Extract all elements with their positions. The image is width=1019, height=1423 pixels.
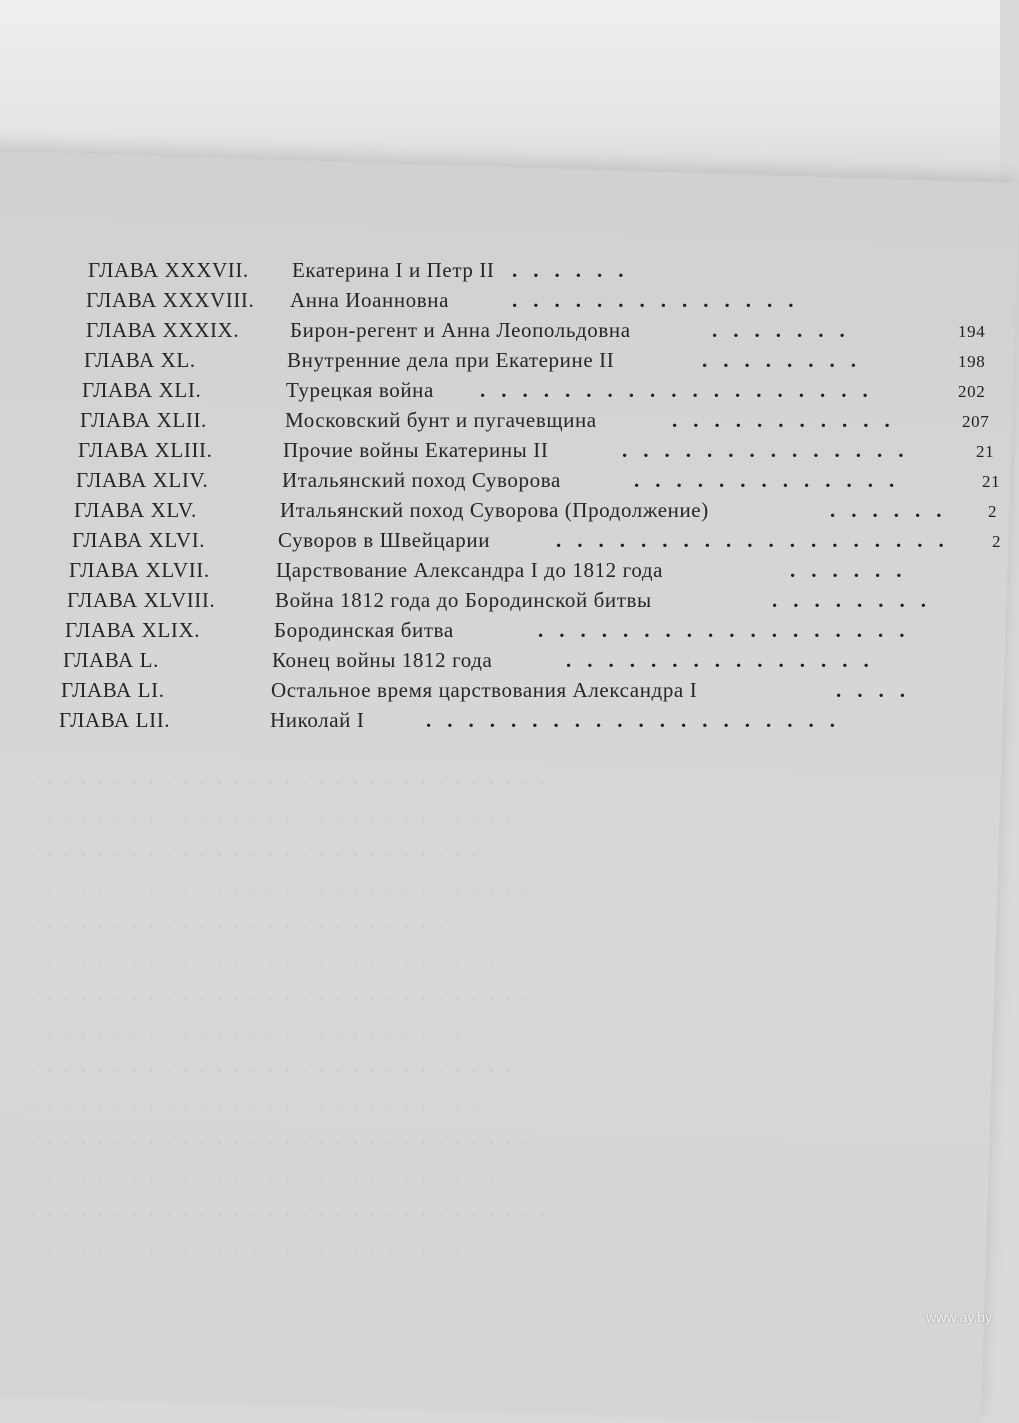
chapter-number: ГЛАВА XLIV. [76,468,209,492]
chapter-title: Итальянский поход Суворова [282,468,561,492]
leader-dots: .................. [538,618,921,642]
toc-entry [72,528,1000,558]
chapter-number: ГЛАВА XLIX. [65,618,201,642]
leader-dots: .................... [426,708,851,732]
chapter-number: ГЛАВА XXXVII. [88,258,249,282]
toc-entry [82,378,1000,408]
chapter-number: ГЛАВА LII. [59,708,171,732]
chapter-number: ГЛАВА XXXVIII. [86,288,255,312]
chapter-title: Прочие войны Екатерины II [283,438,549,462]
leader-dots: .... [836,678,921,702]
toc-entry [69,558,1000,588]
chapter-number: ГЛАВА XLI. [82,378,202,402]
leader-dots: ....... [712,318,861,342]
chapter-number: ГЛАВА XXXIX. [86,318,240,342]
chapter-title: Внутренние дела при Екатерине II [287,348,615,372]
leader-dots: ...... [830,498,958,522]
chapter-number: ГЛАВА XLVIII. [67,588,216,612]
toc-entry [78,438,1000,468]
chapter-number: ГЛАВА XLV. [74,498,197,522]
leader-dots: ............. [634,468,911,492]
toc-entry [74,498,1000,528]
toc-entry [86,318,1000,348]
toc-entry [80,408,1000,438]
chapter-title: Царствование Александра I до 1812 года [276,558,664,582]
toc-entry [65,618,1000,648]
page-number: 2 [988,502,998,521]
chapter-title: Итальянский поход Суворова (Продолжение) [280,498,709,522]
page-number: 207 [962,412,990,431]
chapter-title: Война 1812 года до Бородинской битвы [275,588,652,612]
chapter-number: ГЛАВА XLVI. [72,528,206,552]
page-number: 21 [976,442,995,461]
page-number: 194 [958,322,986,341]
page-number: 202 [958,382,986,401]
toc-entry [88,258,1000,288]
toc-entry [76,468,1000,498]
chapter-title: Конец войны 1812 года [272,648,493,672]
chapter-title: Екатерина I и Петр II [292,258,495,282]
leader-dots: ........ [772,588,942,612]
toc-entry [67,588,1000,618]
leader-dots: .............. [512,288,810,312]
toc-entry [86,288,1000,318]
chapter-title: Турецкая война [286,378,434,402]
chapter-title: Анна Иоанновна [290,288,450,312]
toc-entry [59,708,1000,738]
chapter-title: Московский бунт и пугачевщина [285,408,597,432]
leader-dots: ...... [512,258,640,282]
chapter-number: ГЛАВА XLII. [80,408,207,432]
chapter-title: Суворов в Швейцарии [278,528,491,552]
leader-dots: ................... [480,378,884,402]
chapter-title: Остальное время царствования Александра I [271,678,698,702]
show-through-text: . . . . . . . . . . . . . . . . . . . . . . . . . . . . . . . . . . . . . . . . . . . . . . . . . . . . . . . . . . . . . . . . . . . . . . . . . . . . . . . . . . . . . . . . . . . . . . . . . . . . . . . . . . . . . . . . . . . . . . . . . . . . . . . . . . . . . . . . . . . . . . . . . . . . . . . . . . . . . . . . . . . . . . . . . . . . . . . . . . . . . . . . . . . . . . . . . . . . . . . . . . . . . . . . . . . . . . . . . . . . . . . . . . . . . . . . . . . . . . . . . . . . . . . . . . . . . . . . . . . . . . . . . . . . . . . . . . . . . . . . . . . . . . . . . . . . . . . . . . . . . . . . . . . . . . . . . . . . . . . . . . . . . . . . . . . . . . . . . . . . . . . . . . . . . . . . . . . . . . . . . . . . . . . . . . . . . . . . . . . . . . . . . . . . . . . . . . . . . . [30,768,549,1256]
leader-dots: .............. [622,438,920,462]
watermark: www.ay.by [926,1309,992,1325]
chapter-number: ГЛАВА L. [63,648,159,672]
chapter-number: ГЛАВА XLVII. [69,558,210,582]
toc-entry [63,648,1000,678]
leader-dots: ...... [790,558,918,582]
leader-dots: ........... [672,408,906,432]
page-number: 198 [958,352,986,371]
leader-dots: ................... [556,528,960,552]
chapter-number: ГЛАВА XL. [84,348,196,372]
leader-dots: ............... [566,648,885,672]
page-number: 21 [982,472,1001,491]
chapter-title: Бородинская битва [274,618,454,642]
toc-entry [84,348,1000,378]
chapter-number: ГЛАВА LI. [61,678,165,702]
leader-dots: ........ [702,348,872,372]
chapter-title: Николай I [270,708,365,732]
chapter-title: Бирон-регент и Анна Леопольдовна [290,318,631,342]
chapter-number: ГЛАВА XLIII. [78,438,213,462]
page-number: 2 [992,532,1002,551]
toc-entry [61,678,1000,708]
